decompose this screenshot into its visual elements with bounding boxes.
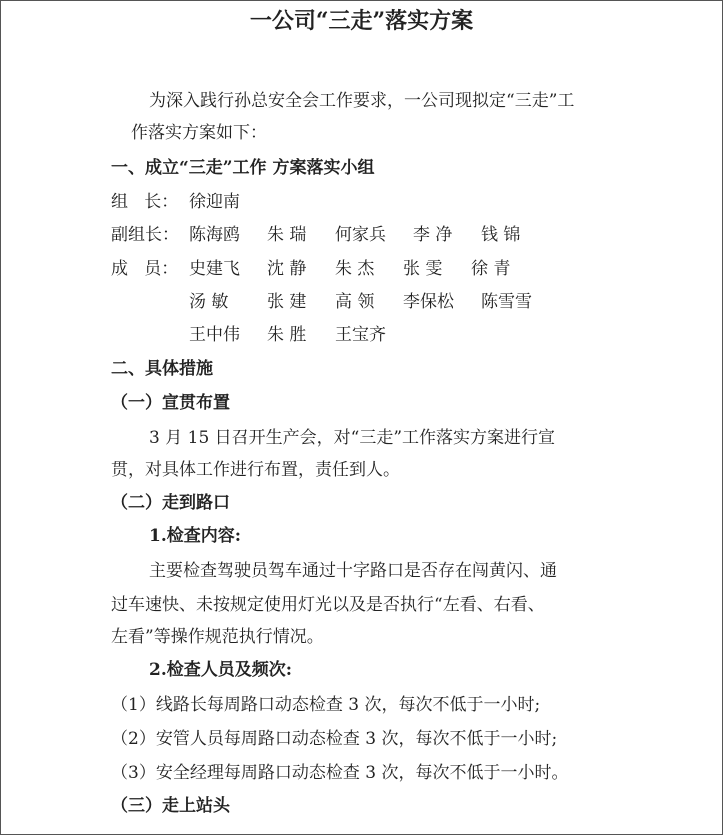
intro-line-2: 作落实方案如下： xyxy=(131,123,267,143)
member-name: 史建飞 xyxy=(189,259,240,279)
item1-line-2: 过车速快、未按规定使用灯光以及是否执行“左看、右看、 xyxy=(111,595,545,615)
sub1-line-2: 贯，对具体工作进行布置，责任到人。 xyxy=(111,460,400,480)
leader-row xyxy=(111,190,240,214)
section1-heading: 一、成立“三走”工作 方案落实小组 xyxy=(111,158,375,178)
sub1-line-1: 3 月 15 日召开生产会，对“三走”工作落实方案进行宣 xyxy=(149,428,556,448)
deputy-name: 何家兵 xyxy=(335,225,386,245)
deputy-row xyxy=(111,223,559,247)
member-name: 陈雪雪 xyxy=(481,292,532,312)
deputy-name: 朱 瑞 xyxy=(267,225,307,245)
leader-label: 组 长： xyxy=(111,192,179,212)
section2-heading: 二、具体措施 xyxy=(111,359,213,379)
member-name: 李保松 xyxy=(403,292,454,312)
deputy-name: 李 净 xyxy=(413,225,453,245)
member-names xyxy=(189,257,549,281)
member-name: 高 领 xyxy=(335,292,375,312)
members-label: 成 员： xyxy=(111,259,179,279)
member-names xyxy=(189,323,413,347)
member-name: 汤 敏 xyxy=(189,292,229,312)
member-name: 沈 静 xyxy=(267,259,307,279)
document-title: 一公司“三走”落实方案 xyxy=(249,8,474,34)
item1-line-1: 主要检查驾驶员驾车通过十字路口是否存在闯黄闪、通 xyxy=(149,561,557,581)
member-name: 王中伟 xyxy=(189,325,240,345)
leader-name: 徐迎南 xyxy=(189,192,240,212)
item1-line-3: 左看”等操作规范执行情况。 xyxy=(111,627,324,647)
deputy-names xyxy=(189,223,559,247)
member-name: 徐 青 xyxy=(471,259,511,279)
document-page xyxy=(1,1,722,834)
member-name: 朱 胜 xyxy=(267,325,307,345)
member-names xyxy=(189,290,559,314)
member-name: 张 雯 xyxy=(403,259,443,279)
deputy-name: 钱 锦 xyxy=(481,225,521,245)
item2-heading: 2.检查人员及频次: xyxy=(149,660,293,680)
item2-line-2: （2）安管人员每周路口动态检查 3 次，每次不低于一小时; xyxy=(111,729,558,749)
item2-line-3: （3）安全经理每周路口动态检查 3 次，每次不低于一小时。 xyxy=(111,763,569,783)
member-name: 朱 杰 xyxy=(335,259,375,279)
deputy-name: 陈海鸥 xyxy=(189,225,240,245)
item1-heading: 1.检查内容: xyxy=(149,526,242,546)
intro-line-1: 为深入践行孙总安全会工作要求，一公司现拟定“三走”工 xyxy=(149,91,575,111)
members-row-1 xyxy=(111,257,549,281)
sub2-heading: （二）走到路口 xyxy=(111,493,230,513)
sub3-heading: （三）走上站头 xyxy=(111,796,230,816)
member-name: 张 建 xyxy=(267,292,307,312)
members-row-2 xyxy=(189,290,559,314)
deputy-label: 副组长： xyxy=(111,225,179,245)
sub1-heading: （一）宣贯布置 xyxy=(111,393,230,413)
members-row-3 xyxy=(189,323,413,347)
item2-line-1: （1）线路长每周路口动态检查 3 次，每次不低于一小时; xyxy=(111,695,541,715)
member-name: 王宝齐 xyxy=(335,325,386,345)
